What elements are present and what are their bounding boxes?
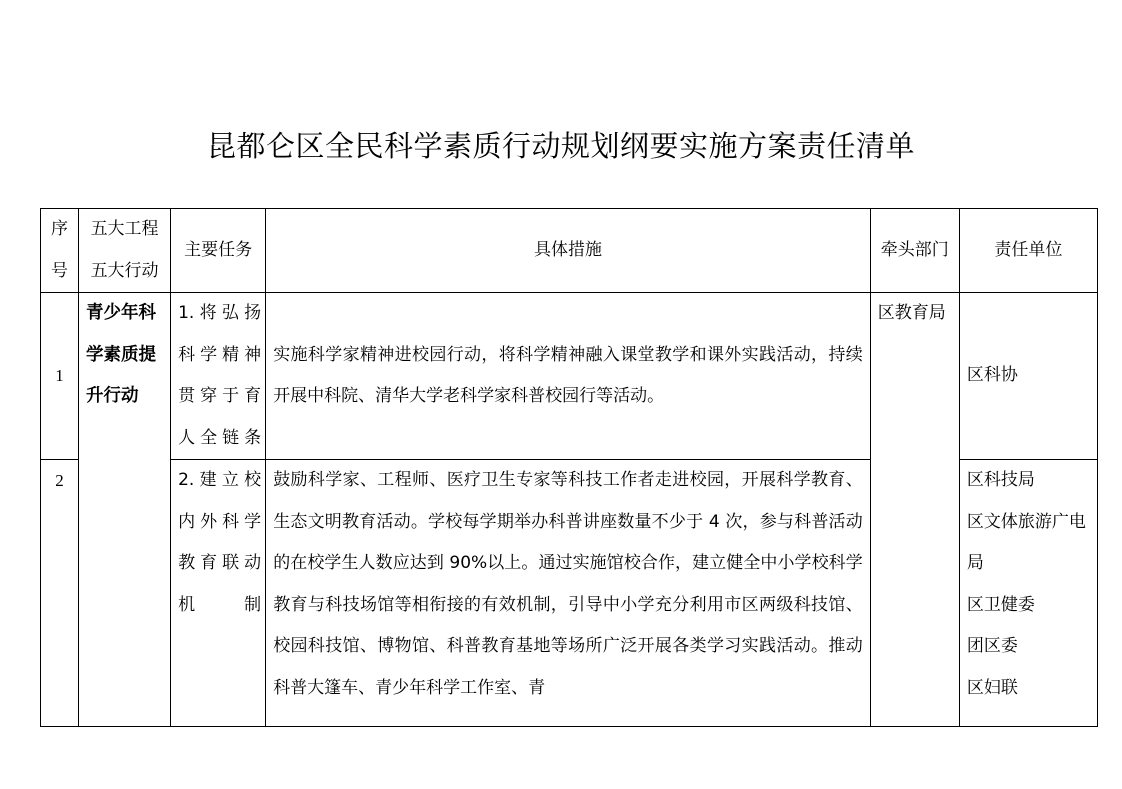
row-measures: 鼓励科学家、工程师、医疗卫生专家等科技工作者走进校园，开展科学教育、生态文明教育活动。学校每学期举办科普讲座数量不少于 4 次，参与科普活动的在校学生人数应达到 90%以上。通过实施馆校合作，建立健全中小学校科学教育与科技场馆等相衔接的有效机制，引导中小学充分利用市区两级科技馆、校园科技馆、博物馆、科普教育基地等场所广泛开展各类学习实践活动。推动科普大篷车、青少年科学工作室、青 xyxy=(266,460,871,727)
row-responsible-units xyxy=(959,460,1097,727)
table-header-row xyxy=(41,209,1098,293)
responsible-unit: 区科技局 xyxy=(966,470,1035,490)
row-seq: 2 xyxy=(41,460,79,727)
header-seq-line1: 序 xyxy=(51,219,69,239)
responsible-unit: 区妇联 xyxy=(966,677,1018,698)
header-seq-line2: 号 xyxy=(51,260,69,281)
row-lead-dept: 区教育局 xyxy=(870,293,959,727)
task-line: 科学精神 xyxy=(178,344,262,365)
task-line: 机制 xyxy=(178,594,262,615)
header-engineering-line2: 五大行动 xyxy=(90,260,159,281)
task-line: 内外科学 xyxy=(178,511,262,532)
responsible-unit: 区文体旅游广电局 xyxy=(966,511,1086,573)
row-main-task xyxy=(171,293,266,460)
task-line: 2.建立校 xyxy=(178,470,262,490)
document-title: 昆都仑区全民科学素质行动规划纲要实施方案责任清单 xyxy=(206,129,915,163)
row-seq: 1 xyxy=(41,293,79,460)
task-line: 贯穿于育 xyxy=(178,386,262,406)
row-measures: 实施科学家精神进校园行动，将科学精神融入课堂教学和课外实践活动，持续开展中科院、清华大学老科学家科普校园行等活动。 xyxy=(266,293,871,460)
responsible-unit: 区卫健委 xyxy=(966,594,1035,615)
row-engineering: 青少年科学素质提升行动 xyxy=(79,293,171,727)
responsible-unit: 团区委 xyxy=(966,636,1018,656)
header-responsible-units: 责任单位 xyxy=(959,209,1097,293)
header-seq xyxy=(41,209,79,293)
header-engineering-line1: 五大工程 xyxy=(90,219,159,239)
task-line: 教育联动 xyxy=(178,553,262,573)
task-line: 人全链条 xyxy=(178,427,262,448)
header-lead-dept: 牵头部门 xyxy=(870,209,959,293)
row-responsible-units: 区科协 xyxy=(959,293,1097,460)
table-row xyxy=(41,293,1098,460)
row-main-task xyxy=(171,460,266,727)
responsibility-table xyxy=(40,208,1098,727)
header-engineering xyxy=(79,209,171,293)
header-main-task: 主要任务 xyxy=(171,209,266,293)
header-measures: 具体措施 xyxy=(266,209,871,293)
task-line: 1.将弘扬 xyxy=(178,303,262,323)
